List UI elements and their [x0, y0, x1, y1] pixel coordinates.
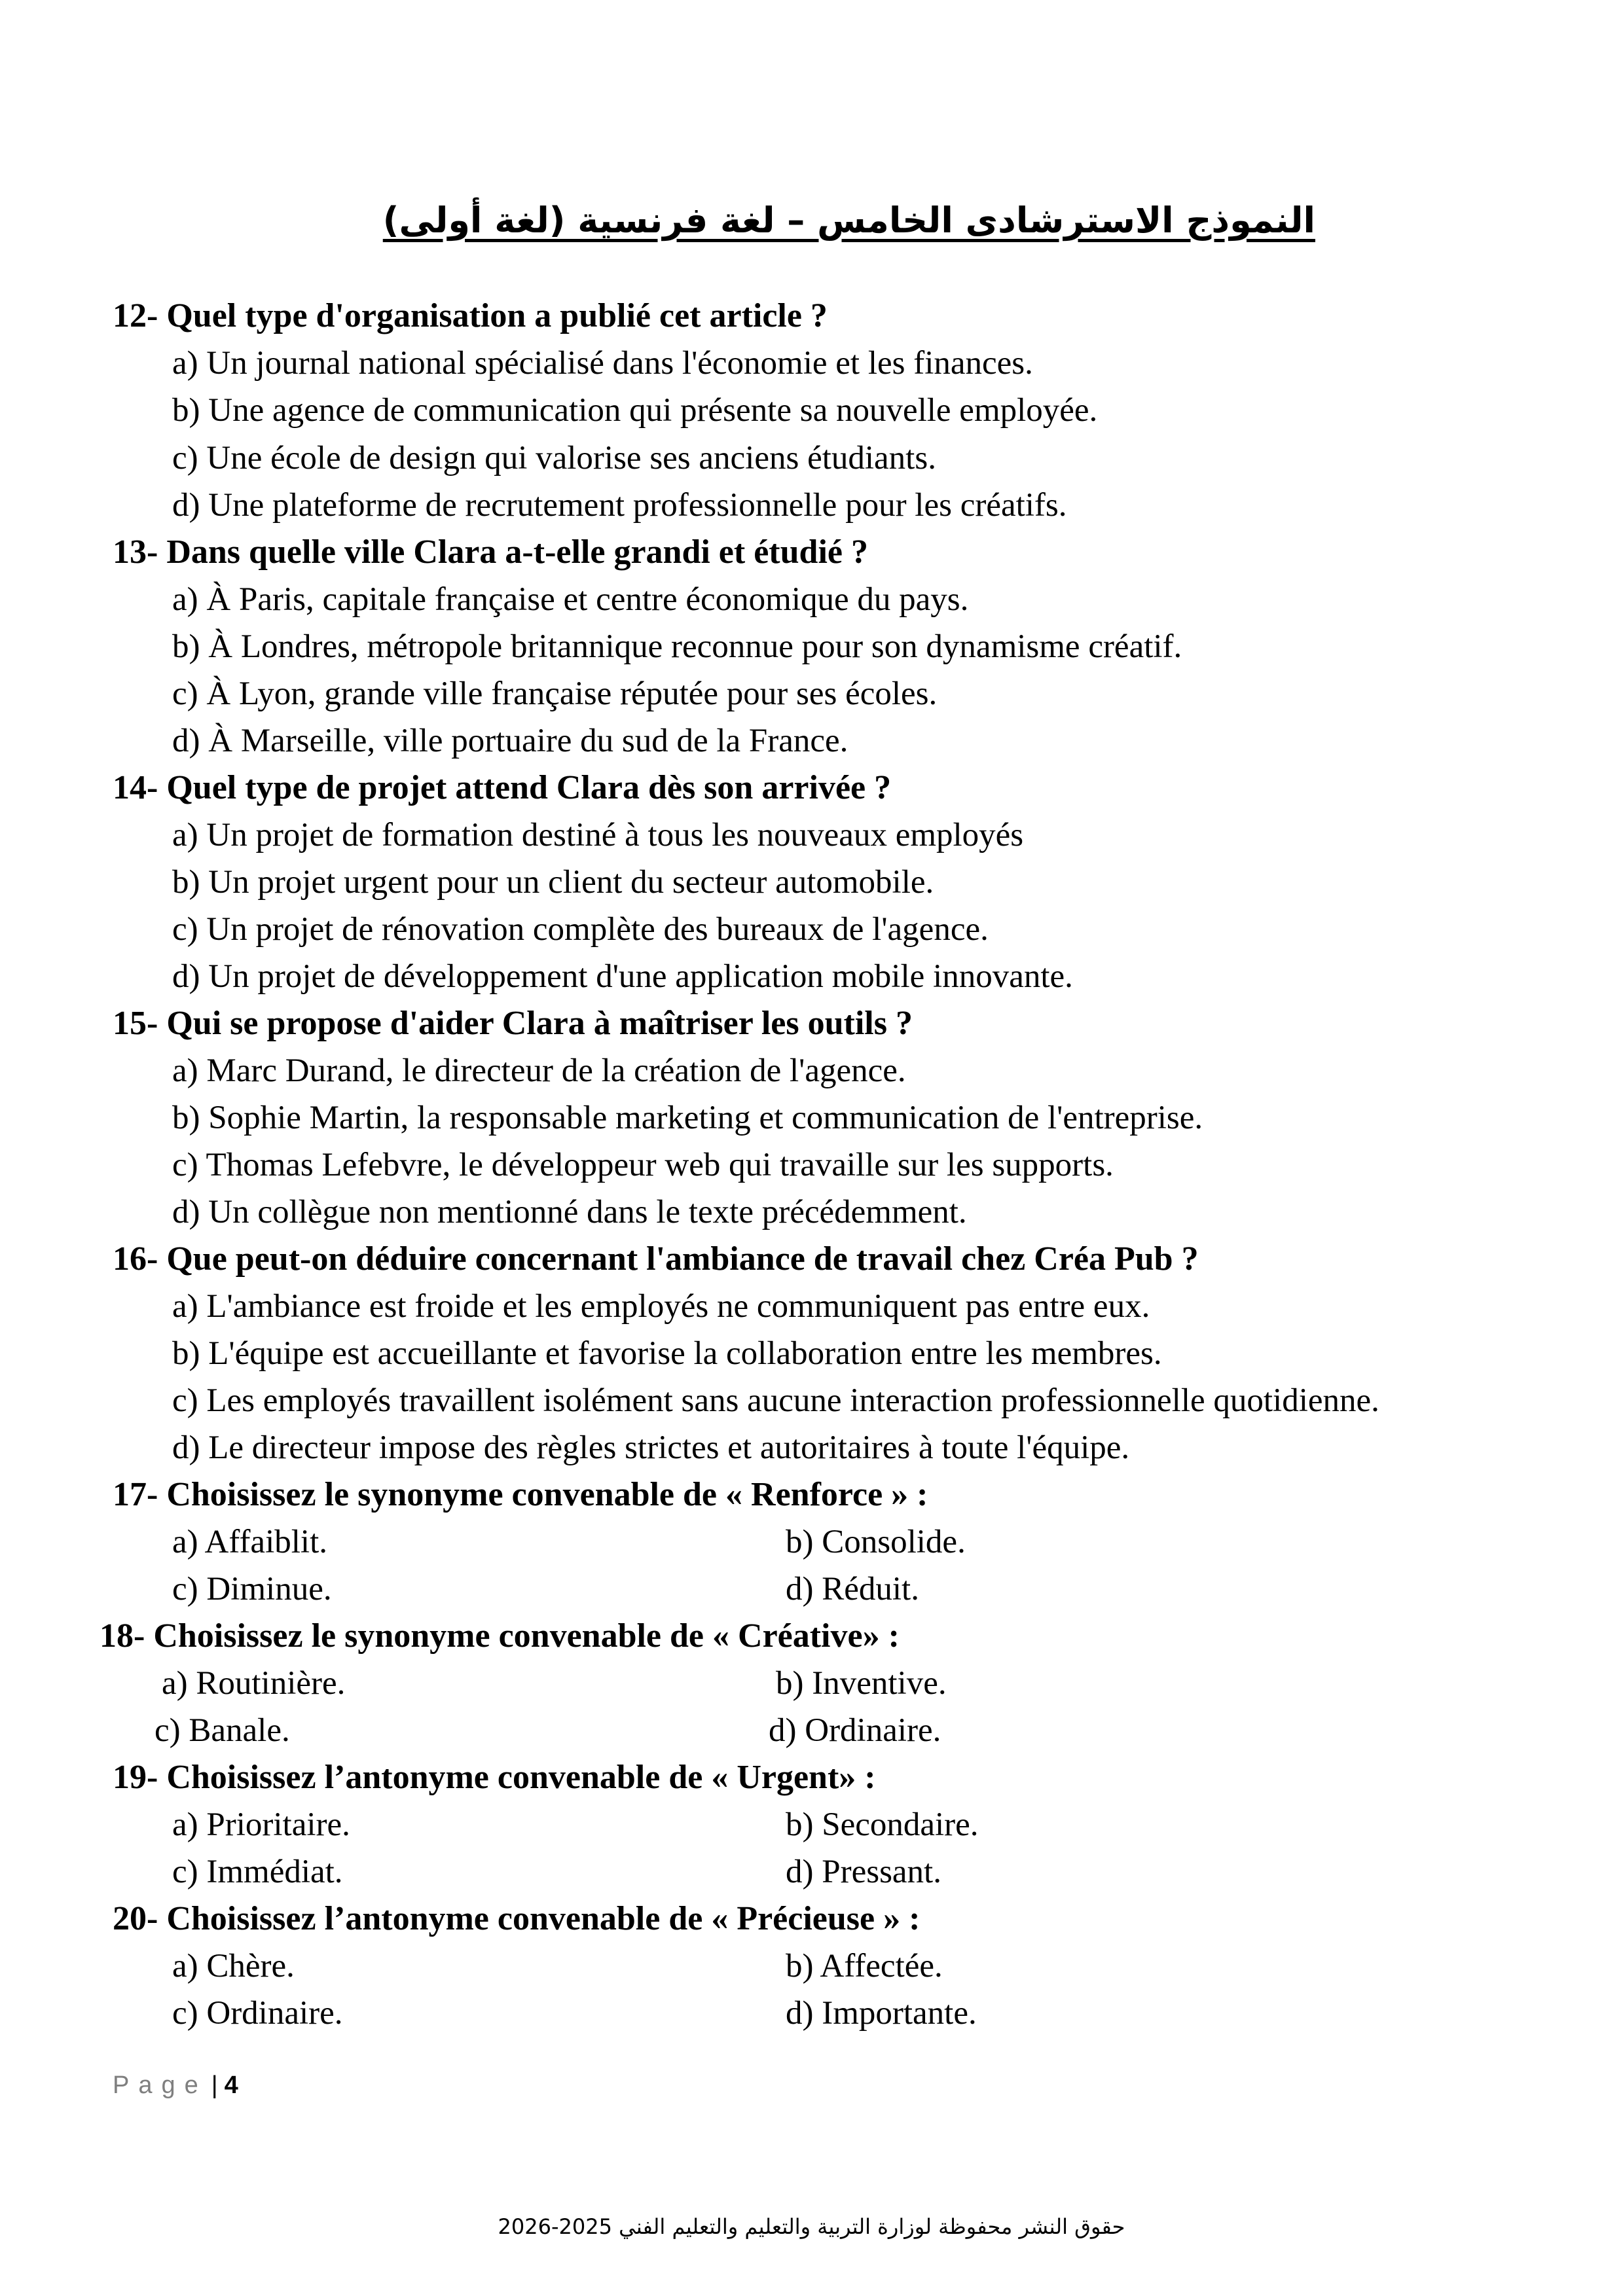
- question-15: [113, 1004, 913, 1043]
- question-text: Choisissez l’antonyme convenable de « Urgent» :: [166, 1759, 876, 1796]
- question-18: [100, 1617, 900, 1656]
- option-15b: b) Sophie Martin, la responsable marketing et communication de l'entreprise.: [172, 1100, 1203, 1136]
- option-13b: b) À Londres, métropole britannique reconnue pour son dynamisme créatif.: [172, 628, 1182, 665]
- option-20c: c) Ordinaire.: [172, 1995, 343, 2032]
- question-number: 17-: [113, 1476, 158, 1513]
- option-17a: a) Affaiblit.: [172, 1524, 327, 1560]
- option-20a: a) Chère.: [172, 1948, 295, 1984]
- question-number: 20-: [113, 1900, 158, 1937]
- option-12c: c) Une école de design qui valorise ses anciens étudiants.: [172, 440, 936, 476]
- option-12a: a) Un journal national spécialisé dans l'économie et les finances.: [172, 345, 1033, 382]
- option-18c: c) Banale.: [155, 1712, 290, 1749]
- question-text: Dans quelle ville Clara a-t-elle grandi et étudié ?: [166, 533, 868, 571]
- question-17: [113, 1475, 928, 1515]
- question-14: [113, 768, 891, 808]
- option-12d: d) Une plateforme de recrutement professionnelle pour les créatifs.: [172, 487, 1067, 524]
- option-17b: b) Consolide.: [786, 1524, 966, 1560]
- copyright-notice: حقوق النشر محفوظة لوزارة التربية والتعليم والتعليم الفني 2025-2026: [498, 2214, 1125, 2239]
- option-13d: d) À Marseille, ville portuaire du sud de la France.: [172, 723, 848, 759]
- question-text: Quel type de projet attend Clara dès son arrivée ?: [166, 769, 892, 806]
- question-number: 15-: [113, 1005, 158, 1042]
- question-text: Choisissez l’antonyme convenable de « Précieuse » :: [166, 1900, 921, 1937]
- option-14a: a) Un projet de formation destiné à tous les nouveaux employés: [172, 817, 1024, 853]
- option-15d: d) Un collègue non mentionné dans le texte précédemment.: [172, 1194, 967, 1230]
- question-number: 12-: [113, 297, 158, 334]
- option-19d: d) Pressant.: [786, 1854, 941, 1890]
- option-17d: d) Réduit.: [786, 1571, 919, 1607]
- question-number: 18-: [100, 1617, 145, 1655]
- question-text: Que peut-on déduire concernant l'ambiance de travail chez Créa Pub ?: [166, 1240, 1199, 1278]
- option-16a: a) L'ambiance est froide et les employés ne communiquent pas entre eux.: [172, 1288, 1150, 1325]
- option-13a: a) À Paris, capitale française et centre économique du pays.: [172, 581, 969, 618]
- page-separator: |: [211, 2072, 218, 2099]
- question-number: 13-: [113, 533, 158, 571]
- question-19: [113, 1758, 876, 1797]
- question-text: Quel type d'organisation a publié cet article ?: [166, 297, 828, 334]
- option-14b: b) Un projet urgent pour un client du secteur automobile.: [172, 864, 934, 901]
- option-12b: b) Une agence de communication qui présente sa nouvelle employée.: [172, 392, 1098, 429]
- page-title: النموذج الاسترشادى الخامس – لغة فرنسية (لغة أولى): [382, 200, 1315, 241]
- option-19a: a) Prioritaire.: [172, 1806, 350, 1843]
- option-19c: c) Immédiat.: [172, 1854, 343, 1890]
- option-15a: a) Marc Durand, le directeur de la création de l'agence.: [172, 1052, 906, 1089]
- question-text: Choisissez le synonyme convenable de « Renforce » :: [166, 1476, 928, 1513]
- question-13: [113, 533, 868, 572]
- page-label: Page: [113, 2072, 208, 2099]
- option-18b: b) Inventive.: [776, 1665, 947, 1702]
- option-14c: c) Un projet de rénovation complète des bureaux de l'agence.: [172, 911, 989, 948]
- option-20d: d) Importante.: [786, 1995, 977, 2032]
- option-14d: d) Un projet de développement d'une application mobile innovante.: [172, 958, 1073, 995]
- option-15c: c) Thomas Lefebvre, le développeur web qui travaille sur les supports.: [172, 1147, 1114, 1183]
- question-number: 14-: [113, 769, 158, 806]
- option-16b: b) L'équipe est accueillante et favorise la collaboration entre les membres.: [172, 1335, 1162, 1372]
- option-16d: d) Le directeur impose des règles strictes et autoritaires à toute l'équipe.: [172, 1429, 1130, 1466]
- option-17c: c) Diminue.: [172, 1571, 332, 1607]
- option-18d: d) Ordinaire.: [769, 1712, 941, 1749]
- option-18a: a) Routinière.: [162, 1665, 346, 1702]
- question-number: 16-: [113, 1240, 158, 1278]
- question-number: 19-: [113, 1759, 158, 1796]
- option-19b: b) Secondaire.: [786, 1806, 979, 1843]
- option-20b: b) Affectée.: [786, 1948, 943, 1984]
- question-16: [113, 1240, 1199, 1279]
- option-16c: c) Les employés travaillent isolément sans aucune interaction professionnelle quotidienne.: [172, 1382, 1379, 1419]
- question-text: Choisissez le synonyme convenable de « Créative» :: [153, 1617, 900, 1655]
- question-20: [113, 1899, 920, 1939]
- question-12: [113, 296, 828, 336]
- page-footer: [113, 2072, 238, 2100]
- question-text: Qui se propose d'aider Clara à maîtriser les outils ?: [166, 1005, 913, 1042]
- option-13c: c) À Lyon, grande ville française réputée pour ses écoles.: [172, 675, 938, 712]
- page-number: 4: [224, 2072, 238, 2099]
